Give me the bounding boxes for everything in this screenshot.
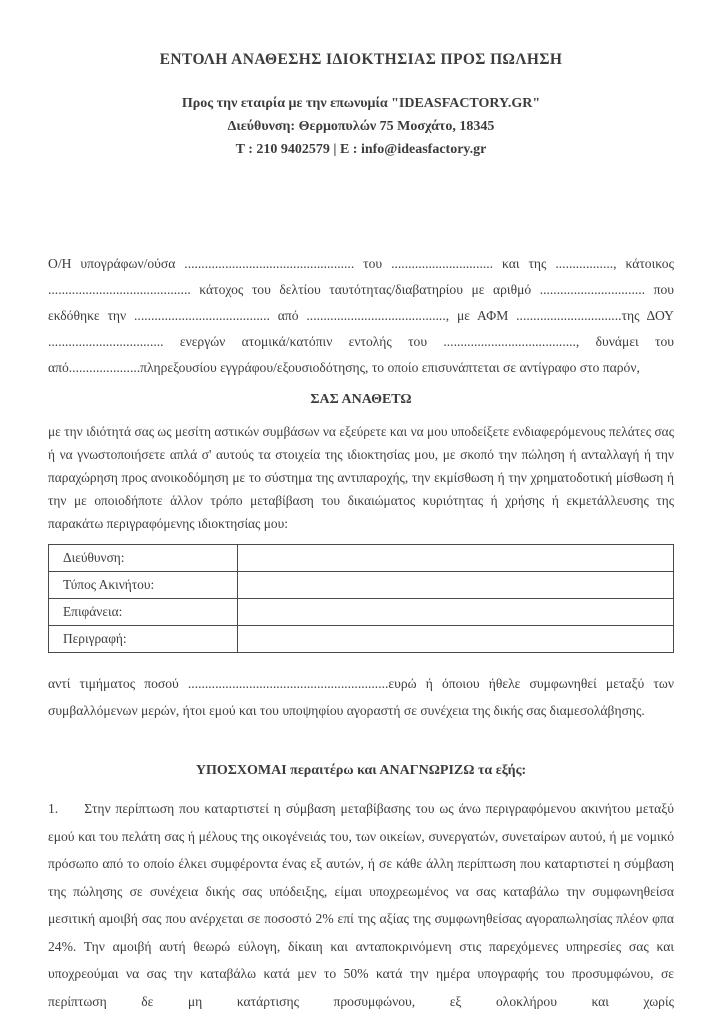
property-type-label: Τύπος Ακινήτου: xyxy=(49,572,238,599)
assignment-paragraph: με την ιδιότητά σας ως μεσίτη αστικών συμβάσων να εξεύρετε και να μου υποδείξετε ενδιαφερόμενους πελάτες σας ή να γνωστοποιήσετε απλά σ' αυτούς τα στοιχεία της ιδιοκτησίας μου, με σκοπό την πώληση ή ανταλλαγή ή την παραχώρηση προς ανοικοδόμηση με το σύστημα της αντιπαροχής, την εκμίσθωση ή την χρηματοδοτική μίσθωση ή την με οποιοδήποτε άλλον τρόπο μεταβίβαση του δικαιώματος κυριότητας ή χρήσης ή εκμετάλλευσης της παρακάτω περιγραφόμενης ιδιοκτησίας μου: xyxy=(48,424,674,531)
property-type-value xyxy=(238,572,674,599)
document-header xyxy=(48,50,674,161)
term-number: 1. xyxy=(48,801,59,816)
property-description-label: Περιγραφή: xyxy=(49,626,238,653)
term-item-1 xyxy=(48,795,674,1015)
property-surface-label: Επιφάνεια: xyxy=(49,599,238,626)
table-row xyxy=(49,545,674,572)
table-row xyxy=(49,572,674,599)
company-address-line: Διεύθυνση: Θερμοπυλών 75 Μοσχάτο, 18345 xyxy=(227,119,495,134)
price-paragraph: αντί τιμήματος ποσού ...........................................................ευρώ ή όποιου ήθελε συμφωνηθεί μεταξύ των συμβαλλόμενων μερών, ήτοι εμού και του υποψηφίου αγοραστή σε συνέχεια της δικής σας διαμεσολάβησης. xyxy=(48,676,674,718)
assign-heading: ΣΑΣ ΑΝΑΘΕΤΩ xyxy=(310,392,412,407)
table-row xyxy=(49,599,674,626)
page-title: ΕΝΤΟΛΗ ΑΝΑΘΕΣΗΣ ΙΔΙΟΚΤΗΣΙΑΣ ΠΡΟΣ ΠΩΛΗΣΗ xyxy=(159,51,563,68)
property-table xyxy=(48,544,674,653)
property-description-value xyxy=(238,626,674,653)
property-surface-value xyxy=(238,599,674,626)
recipient-line: Προς την εταιρία με την επωνυμία "IDEASFACTORY.GR" xyxy=(181,96,541,111)
property-address-value xyxy=(238,545,674,572)
company-contact-line: Τ : 210 9402579 | Ε : info@ideasfactory.gr xyxy=(235,142,487,157)
property-address-label: Διεύθυνση: xyxy=(49,545,238,572)
table-row xyxy=(49,626,674,653)
intro-paragraph: Ο/Η υπογράφων/ούσα .................................................. του .............................. και της ................., κάτοικος .......................................... κάτοχος του δελτίου ταυτότητας/διαβατηρίου με αριθμό ............................... που εκδόθηκε την ........................................ από ........................................., με ΑΦΜ ...............................της ΔΟΥ .................................. ενεργών ατομικά/κατόπιν εντολής του ......................................., δυνάμει του από.....................πληρεξουσίου εγγράφου/εξουσιοδότησης, το οποίο επισυνάπτεται σε αντίγραφο στο παρόν, xyxy=(48,256,674,375)
promise-heading: ΥΠΟΣΧΟΜΑΙ περαιτέρω και ΑΝΑΓΝΩΡΙΖΩ τα εξής: xyxy=(195,763,527,778)
term-text: Στην περίπτωση που καταρτιστεί η σύμβαση μεταβίβασης του ως άνω περιγραφόμενου ακινήτου μεταξύ εμού και του πελάτη σας ή μέλους της οικογένειάς του, των οικείων, συνεργατών, συνεταίρων αυτού, ή με νομικό πρόσωπο από το οποίο έλκει συμφέροντα ένας εξ αυτών, ή σε κάθε άλλη περίπτωση που καταρτιστεί η σύμβαση της πώλησης σε συνέχεια δικής σας υπόδειξης, είμαι υποχρεωμένος να σας καταβάλω την συμφωνηθείσα μεσιτική αμοιβή σας που ανέρχεται σε ποσοστό 2% επί της αξίας της συμφωνηθείσας αγοραπωλησίας πλέον φπα 24%. Την αμοιβή αυτή θεωρώ εύλογη, δίκαιη και ανταποκρινόμενη στις παρεχόμενες υπηρεσίες σας και υποχρεούμαι να σας την καταβάλω κατά μεν το 50% κατά την ημέρα υπογραφής του προσυμφώνου, σε περίπτωση δε μη κατάρτισης προσυμφώνου, εξ ολοκλήρου και χωρίς xyxy=(48,801,674,1009)
